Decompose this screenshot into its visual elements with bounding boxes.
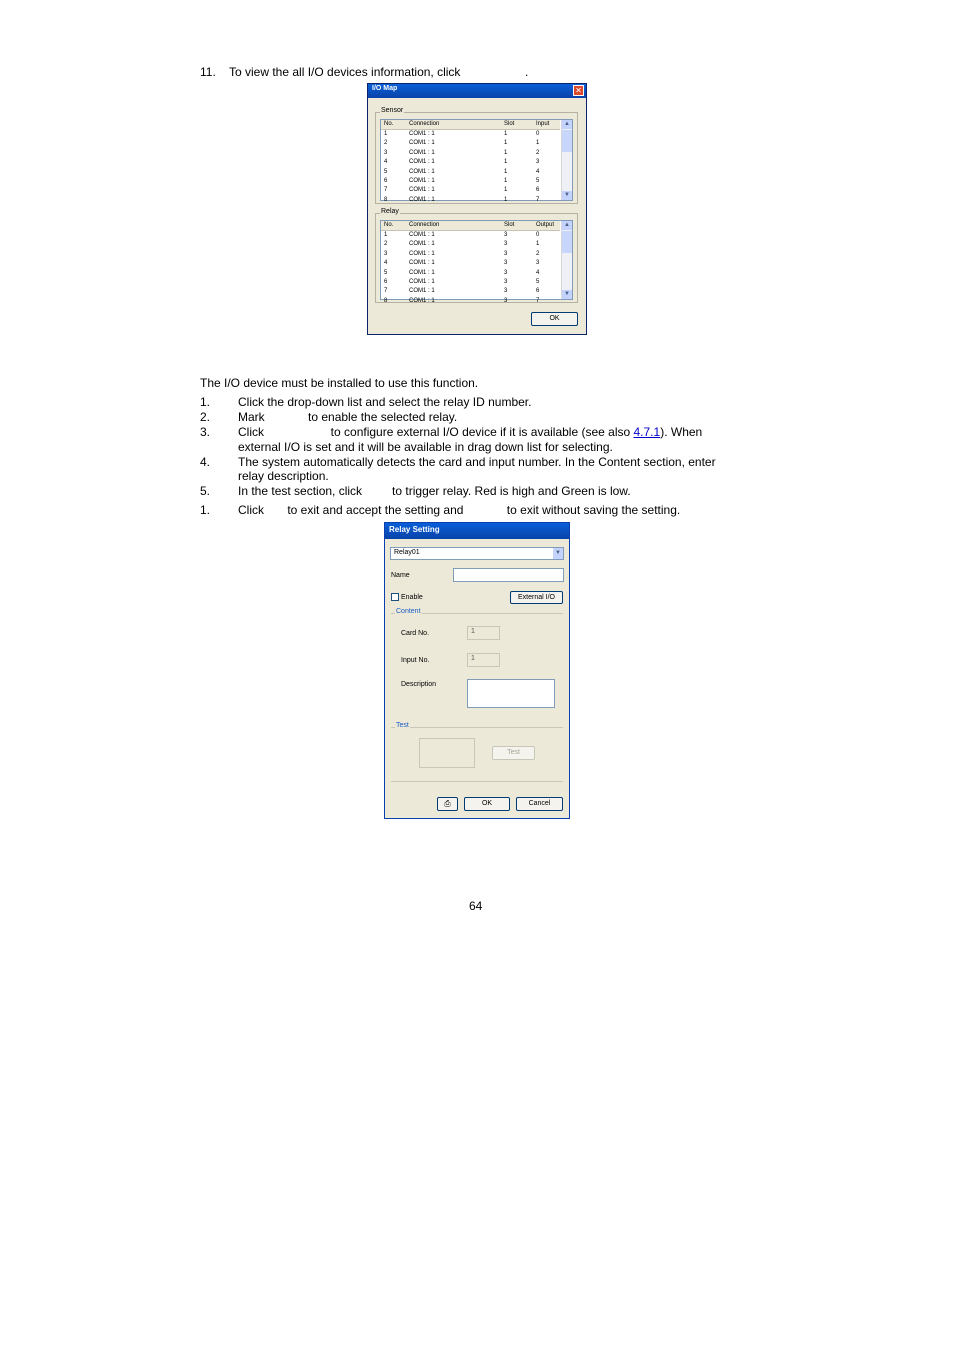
list-cell: 8 <box>384 196 388 203</box>
list-cell: 1 <box>504 149 508 156</box>
note-text: The I/O device must be installed to use this function. <box>200 376 479 390</box>
list-cell: 1 <box>504 196 508 203</box>
list-cell: 6 <box>384 178 388 184</box>
footer-separator <box>391 781 563 782</box>
list-item[interactable] <box>381 278 560 287</box>
step-number: 2. <box>200 410 211 424</box>
list-cell: 3 <box>504 260 508 267</box>
list-cell: COM1 : 1 <box>409 297 435 304</box>
cancel-button[interactable]: Cancel <box>516 797 563 811</box>
list-cell: 3 <box>504 279 508 285</box>
list-cell: 3 <box>504 241 508 248</box>
list-cell: COM1 : 1 <box>409 159 435 166</box>
list-item[interactable] <box>381 130 560 139</box>
column-header[interactable]: No. <box>384 222 394 228</box>
list-item[interactable] <box>381 186 560 195</box>
step-number: 1. <box>200 503 211 517</box>
step-text: Mark to enable the selected relay. <box>238 410 458 424</box>
relay-select-value: Relay01 <box>394 549 420 556</box>
list-cell: 7 <box>384 187 388 194</box>
list-item[interactable] <box>381 231 560 240</box>
scroll-thumb[interactable] <box>562 130 572 152</box>
list-cell: 3 <box>536 260 540 267</box>
scroll-up-icon[interactable]: ▲ <box>562 221 572 230</box>
ok-button[interactable]: OK <box>531 312 578 326</box>
list-cell: 1 <box>504 159 508 166</box>
list-cell: 3 <box>536 159 540 166</box>
card-no-label: Card No. <box>401 630 430 637</box>
step-text <box>238 425 754 440</box>
intro-text: To view the all I/O devices information, click <box>229 65 461 79</box>
name-label: Name <box>391 572 410 579</box>
io-map-titlebar <box>368 84 586 98</box>
list-cell: 8 <box>384 297 388 304</box>
list-cell: COM1 : 1 <box>409 140 435 147</box>
io-map-dialog <box>367 83 587 335</box>
list-item[interactable] <box>381 196 560 205</box>
list-cell: 1 <box>384 232 388 238</box>
list-item[interactable] <box>381 259 560 268</box>
column-header[interactable]: Connection <box>409 121 440 127</box>
list-cell: 3 <box>384 149 388 156</box>
list-item[interactable] <box>381 149 560 158</box>
list-cell: 7 <box>384 288 388 295</box>
scroll-down-icon[interactable]: ▼ <box>562 191 572 200</box>
step-text: relay description. <box>238 469 329 483</box>
list-cell: 0 <box>536 232 540 238</box>
ok-button[interactable]: OK <box>464 797 510 811</box>
list-cell: 4 <box>384 260 388 267</box>
step-text: In the test section, click to trigger relay. Red is high and Green is low. <box>238 484 631 498</box>
list-cell: 4 <box>384 159 388 166</box>
test-separator <box>391 727 563 728</box>
list-item[interactable] <box>381 158 560 167</box>
list-cell: 1 <box>504 178 508 184</box>
step-text-part: ). When <box>660 425 703 439</box>
list-cell: 1 <box>536 241 540 248</box>
list-item[interactable] <box>381 287 560 296</box>
scroll-down-icon[interactable]: ▼ <box>562 290 572 299</box>
step-text: Click to exit and accept the setting and to exit without saving the setting. <box>238 503 681 517</box>
list-cell: 5 <box>384 269 388 276</box>
step-number: 5. <box>200 484 211 498</box>
relay-group <box>375 208 578 304</box>
relay-setting-titlebar <box>385 523 569 539</box>
list-cell: 5 <box>536 279 540 285</box>
list-item[interactable] <box>381 177 560 186</box>
list-cell: COM1 : 1 <box>409 241 435 248</box>
list-cell: COM1 : 1 <box>409 187 435 194</box>
relay-setting-title: Relay Setting <box>389 525 440 534</box>
column-header[interactable]: Output <box>536 222 555 228</box>
list-cell: COM1 : 1 <box>409 232 435 238</box>
list-cell: 7 <box>536 297 540 304</box>
scroll-thumb[interactable] <box>562 231 572 253</box>
list-cell: 5 <box>384 168 388 175</box>
list-cell: 3 <box>504 232 508 238</box>
relay-list[interactable] <box>380 220 573 304</box>
list-cell: 6 <box>536 187 540 194</box>
step-text: external I/O is set and it will be available in drag down list for selecting. <box>238 440 613 454</box>
column-header[interactable]: Slot <box>504 121 515 127</box>
step-text: Click the drop-down list and select the relay ID number. <box>238 395 532 409</box>
step-text: The system automatically detects the card and input number. In the Content section, enter <box>238 455 716 469</box>
list-item[interactable] <box>381 297 560 306</box>
list-cell: COM1 : 1 <box>409 178 435 184</box>
relay-list-header <box>381 221 560 231</box>
list-cell: 1 <box>504 187 508 194</box>
external-io-button[interactable]: External I/O <box>510 591 563 604</box>
list-cell: 1 <box>504 168 508 175</box>
list-cell: COM1 : 1 <box>409 288 435 295</box>
list-cell: 3 <box>504 297 508 304</box>
description-label: Description <box>401 681 437 688</box>
list-cell: COM1 : 1 <box>409 260 435 267</box>
list-item[interactable] <box>381 168 560 177</box>
enable-checkbox[interactable] <box>391 593 399 601</box>
list-cell: 6 <box>536 288 540 295</box>
page-number: 64 <box>469 899 483 913</box>
list-cell: 3 <box>504 269 508 276</box>
description-field[interactable] <box>467 679 555 708</box>
sensor-group-label: Sensor <box>381 107 404 114</box>
step-number: 3. <box>200 425 211 439</box>
column-header[interactable]: Input <box>536 121 550 127</box>
scroll-up-icon[interactable]: ▲ <box>562 120 572 129</box>
printer-icon[interactable]: ⎙ <box>437 797 458 811</box>
list-cell: 4 <box>536 269 540 276</box>
test-section-title: Test <box>396 722 409 729</box>
sensor-group <box>375 107 578 204</box>
list-item[interactable] <box>381 240 560 249</box>
list-cell: COM1 : 1 <box>409 149 435 156</box>
list-cell: 5 <box>536 178 540 184</box>
list-cell: 4 <box>536 168 540 175</box>
column-header[interactable]: No. <box>384 121 394 127</box>
card-no-field: 1 <box>467 626 500 640</box>
list-cell: 2 <box>384 140 388 147</box>
list-cell: COM1 : 1 <box>409 279 435 285</box>
list-cell: 3 <box>504 288 508 295</box>
close-icon[interactable]: ✕ <box>573 85 584 96</box>
list-cell: 1 <box>504 140 508 147</box>
step-number: 1. <box>200 395 211 409</box>
list-cell: COM1 : 1 <box>409 168 435 175</box>
list-cell: COM1 : 1 <box>409 196 435 203</box>
list-cell: COM1 : 1 <box>409 269 435 276</box>
input-no-label: Input No. <box>401 657 430 664</box>
list-cell: 2 <box>536 149 540 156</box>
sensor-scrollbar[interactable] <box>561 120 572 200</box>
test-button[interactable]: Test <box>492 746 535 760</box>
chevron-down-icon[interactable]: ▼ <box>553 548 563 559</box>
name-field[interactable] <box>453 568 564 582</box>
list-item[interactable] <box>381 269 560 278</box>
relay-status-indicator <box>419 738 475 768</box>
content-section-title: Content <box>396 608 421 615</box>
step-number: 11. <box>200 65 216 79</box>
list-item[interactable] <box>381 139 560 148</box>
input-no-field: 1 <box>467 653 500 667</box>
list-cell: 1 <box>504 131 508 137</box>
list-cell: 3 <box>504 250 508 257</box>
column-header[interactable]: Connection <box>409 222 440 228</box>
relay-setting-dialog <box>384 522 570 819</box>
list-cell: COM1 : 1 <box>409 131 435 137</box>
list-cell: 0 <box>536 131 540 137</box>
intro-period: . <box>525 65 529 79</box>
list-cell: 2 <box>536 250 540 257</box>
io-map-title: I/O Map <box>372 85 398 92</box>
list-cell: 1 <box>384 131 388 137</box>
list-cell: 6 <box>384 279 388 285</box>
step-number: 4. <box>200 455 211 469</box>
sensor-list-header <box>381 120 560 130</box>
column-header[interactable]: Slot <box>504 222 515 228</box>
enable-label: Enable <box>401 594 423 601</box>
list-cell: COM1 : 1 <box>409 250 435 257</box>
list-item[interactable] <box>381 250 560 259</box>
list-cell: 1 <box>536 140 540 147</box>
list-cell: 7 <box>536 196 540 203</box>
list-cell: 3 <box>384 250 388 257</box>
relay-select[interactable] <box>390 547 564 560</box>
relay-scrollbar[interactable] <box>561 221 572 299</box>
step-text-part: Click to configure external I/O device if it is available (see also <box>238 425 634 439</box>
list-cell: 2 <box>384 241 388 248</box>
relay-group-label: Relay <box>381 208 399 215</box>
section-link[interactable]: 4.7.1 <box>633 425 661 439</box>
sensor-list[interactable] <box>380 119 573 201</box>
